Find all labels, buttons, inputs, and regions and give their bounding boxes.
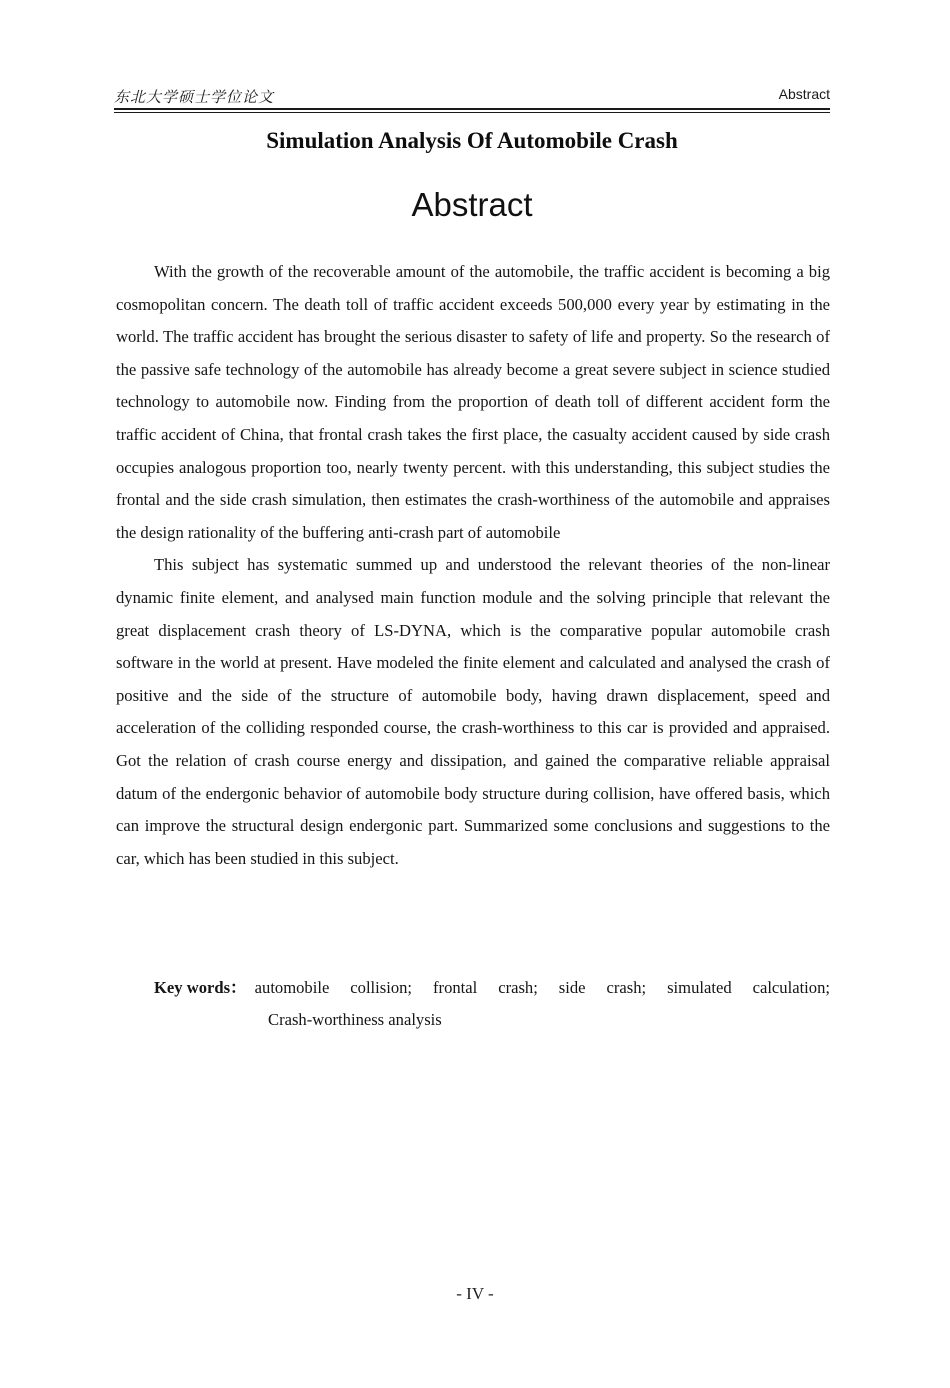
running-header: [114, 84, 830, 110]
abstract-body: [116, 256, 830, 875]
abstract-paragraph-1: With the growth of the recoverable amount of the automobile, the traffic accident is becoming a big cosmopolitan concern. The death toll of traffic accident exceeds 500,000 every year by estimating in the world. The traffic accident has brought the serious disaster to safety of life and property. So the research of the passive safe technology of the automobile has already become a great severe subject in science studied technology to automobile now. Finding from the proportion of death toll of different accident form the traffic accident of China, that frontal crash takes the first place, the casualty accident caused by side crash occupies analogous proportion too, nearly twenty percent. with this understanding, this subject studies the frontal and the side crash simulation, then estimates the crash-worthiness of the automobile and appraises the design rationality of the buffering anti-crash part of automobile: [116, 262, 830, 542]
abstract-paragraph-2: This subject has systematic summed up and understood the relevant theories of the non-linear dynamic finite element, and analysed main function module and the solving principle that relevant the great displacement crash theory of LS-DYNA, which is the comparative popular automobile crash software in the world at present. Have modeled the finite element and calculated and analysed the crash of positive and the side of the structure of automobile body, having drawn displacement, speed and acceleration of the colliding responded course, the crash-worthiness to this car is provided and appraised. Got the relation of crash course energy and dissipation, and gained the comparative reliable appraisal datum of the endergonic behavior of automobile body structure during collision, have offered basis, which can improve the structural design endergonic part. Summarized some conclusions and suggestions to the car, which has been studied in this subject.: [116, 555, 830, 868]
page-number: - IV -: [456, 1284, 494, 1303]
header-rule-thin: [114, 112, 830, 113]
abstract-heading: Abstract: [411, 186, 533, 223]
keywords-label: Key words：: [154, 978, 247, 997]
header-university-thesis: 东北大学硕士学位论文: [114, 88, 275, 106]
keywords-line-1: automobile collision; frontal crash; side crash; simulated calculation;: [254, 978, 830, 997]
header-rule: [114, 108, 830, 110]
header-section-name: Abstract: [778, 86, 830, 102]
paper-title: Simulation Analysis Of Automobile Crash: [266, 128, 678, 153]
keywords-line-2: Crash-worthiness analysis: [268, 1010, 442, 1029]
keywords-block: [116, 972, 830, 1036]
